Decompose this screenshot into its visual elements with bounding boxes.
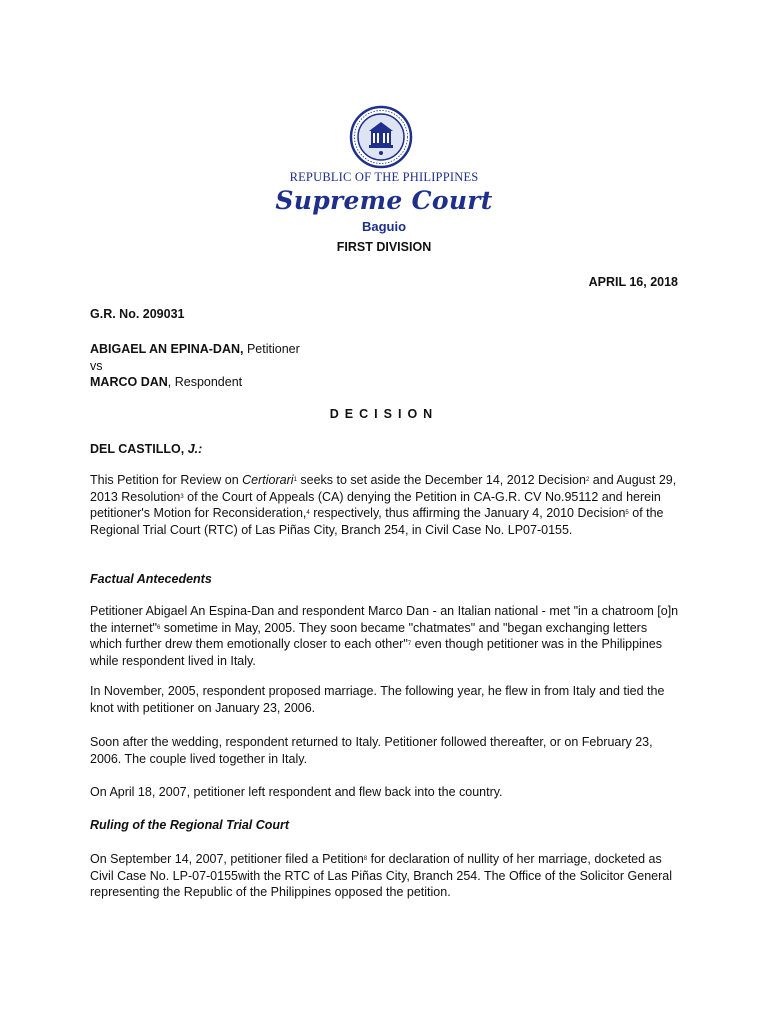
footnote-ref[interactable]: 6 bbox=[156, 624, 161, 631]
footnote-ref[interactable]: 2 bbox=[585, 477, 590, 483]
petitioner-role: Petitioner bbox=[243, 342, 300, 356]
decision-title: DECISION bbox=[329, 407, 439, 421]
petitioner-line bbox=[90, 341, 680, 358]
ponente-name: DEL CASTILLO, bbox=[90, 442, 188, 456]
paragraph-2: Petitioner Abigael An Espina-Dan and respondent Marco Dan - an Italian national - met "in a chatroom [o]n the internet"$^6$ sometime in May, 2005. They soon became "chatmates" and "began exchanging letters which further drew them emotionally closer to each other"$^7$ even though petitioner was in the Philippines while respondent lived in Italy. bbox=[90, 604, 679, 668]
footnote-ref[interactable]: 1 bbox=[293, 477, 297, 483]
respondent-role: , Respondent bbox=[167, 375, 243, 389]
ponente-suffix: J.: bbox=[187, 442, 203, 456]
division-heading: FIRST DIVISION bbox=[336, 240, 432, 254]
petitioner-name: ABIGAEL AN EPINA-DAN, bbox=[90, 342, 244, 356]
court-name: Supreme Court bbox=[275, 186, 493, 215]
paragraph-4: Soon after the wedding, respondent returned to Italy. Petitioner followed thereafter, or on February 23, 2006. The couple lived together in Italy. bbox=[90, 735, 653, 766]
heading-ruling-rtc: Ruling of the Regional Trial Court bbox=[90, 818, 290, 832]
certiorari-term: Certiorari bbox=[242, 473, 294, 487]
paragraph-3: In November, 2005, respondent proposed marriage. The following year, he flew in from Italy and tied the knot with petitioner on January 23, 2006. bbox=[90, 684, 665, 715]
footnote-ref[interactable]: 5 bbox=[625, 510, 629, 516]
respondent-line bbox=[90, 374, 680, 391]
paragraph-5: On April 18, 2007, petitioner left respondent and flew back into the country. bbox=[90, 785, 503, 799]
footnote-ref[interactable]: 3 bbox=[180, 493, 184, 500]
versus-line: vs bbox=[90, 358, 103, 373]
case-number: G.R. No. 209031 bbox=[90, 307, 185, 321]
court-city: Baguio bbox=[361, 219, 407, 234]
respondent-name: MARCO DAN bbox=[90, 375, 168, 389]
footnote-ref[interactable]: 7 bbox=[407, 641, 412, 647]
ponente bbox=[90, 441, 680, 458]
parties-block bbox=[90, 341, 680, 391]
supreme-court-seal-icon bbox=[349, 105, 413, 169]
heading-factual-antecedents: Factual Antecedents bbox=[90, 572, 212, 586]
footnote-ref[interactable]: 4 bbox=[306, 510, 310, 516]
republic-heading: REPUBLIC OF THE PHILIPPINES bbox=[289, 170, 479, 184]
footnote-ref[interactable]: 8 bbox=[363, 856, 368, 862]
decision-date: APRIL 16, 2018 bbox=[588, 275, 678, 289]
paragraph-6: On September 14, 2007, petitioner filed a Petition$^8$ for declaration of nullity of her marriage, docketed as Civil Case No. LP-07-0155with the RTC of Las Piñas City, Branch 254. The Office of the Solicitor General representing the Republic of the Philippines opposed the petition. bbox=[90, 852, 672, 899]
paragraph-1: This Petition for Review on Certiorari$^1$ seeks to set aside the December 14, 2012 Decision$^2$ and August 29, 2013 Resolution$^3$ of the Court of Appeals (CA) denying the Petition in CA-G.R. CV No.95112 and herein petitioner's Motion for Reconsideration,$^4$ respectively, thus affirming the January 4, 2010 Decision$^5$ of the Regional Trial Court (RTC) of Las Piñas City, Branch 254, in Civil Case No. LP07-0155. bbox=[90, 473, 677, 537]
